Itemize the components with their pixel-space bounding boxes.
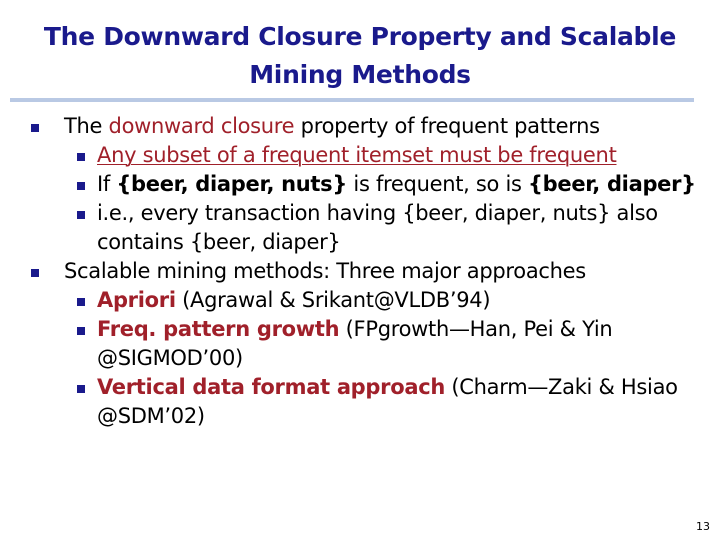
scalable-methods-text: Scalable mining methods: Three major approaches xyxy=(64,259,586,283)
downward-closure-term: downward closure xyxy=(108,114,295,138)
subbullet-beer-example xyxy=(0,170,696,199)
subbullet-vertical-format xyxy=(0,373,696,431)
subbullet-transaction-note xyxy=(0,199,696,257)
page-number: 13 xyxy=(696,520,710,533)
vertical-format-citation: (Charm—Zaki & Hsiao @SDM’02) xyxy=(97,375,678,428)
bullet-downward-closure xyxy=(0,112,696,141)
example-pre: If xyxy=(97,172,117,196)
bullet-text-prefix: The xyxy=(64,114,109,138)
example-mid: is frequent, so is xyxy=(347,172,529,196)
square-bullet-icon xyxy=(77,153,85,161)
slide-title xyxy=(0,18,720,94)
fpgrowth-citation: (FPgrowth—Han, Pei & Yin @SIGMOD’00) xyxy=(97,317,613,370)
title-divider xyxy=(10,98,694,102)
title-line-2: Mining Methods xyxy=(249,60,471,89)
square-bullet-icon xyxy=(77,211,85,219)
title-line-1: The Downward Closure Property and Scalable xyxy=(43,22,677,51)
apriori-name: Apriori xyxy=(97,288,176,312)
transaction-note-text: i.e., every transaction having {beer, diaper, nuts} also contains {beer, diaper} xyxy=(97,201,658,254)
example-set-1: {beer, diaper, nuts} xyxy=(116,172,348,196)
square-bullet-icon xyxy=(77,327,85,335)
square-bullet-icon xyxy=(31,124,39,132)
bullet-scalable-methods xyxy=(0,257,696,286)
square-bullet-icon xyxy=(31,269,39,277)
subbullet-fpgrowth xyxy=(0,315,696,373)
subbullet-subset-rule xyxy=(0,141,696,170)
subset-rule-text: Any subset of a frequent itemset must be frequent xyxy=(97,143,617,167)
fpgrowth-name: Freq. pattern growth xyxy=(97,317,340,341)
square-bullet-icon xyxy=(77,385,85,393)
subbullet-apriori xyxy=(0,286,696,315)
square-bullet-icon xyxy=(77,298,85,306)
slide-body xyxy=(0,112,720,431)
example-set-2: {beer, diaper} xyxy=(528,172,696,196)
square-bullet-icon xyxy=(77,182,85,190)
bullet-text-suffix: property of frequent patterns xyxy=(294,114,600,138)
apriori-citation: (Agrawal & Srikant@VLDB’94) xyxy=(175,288,491,312)
vertical-format-name: Vertical data format approach xyxy=(97,375,446,399)
